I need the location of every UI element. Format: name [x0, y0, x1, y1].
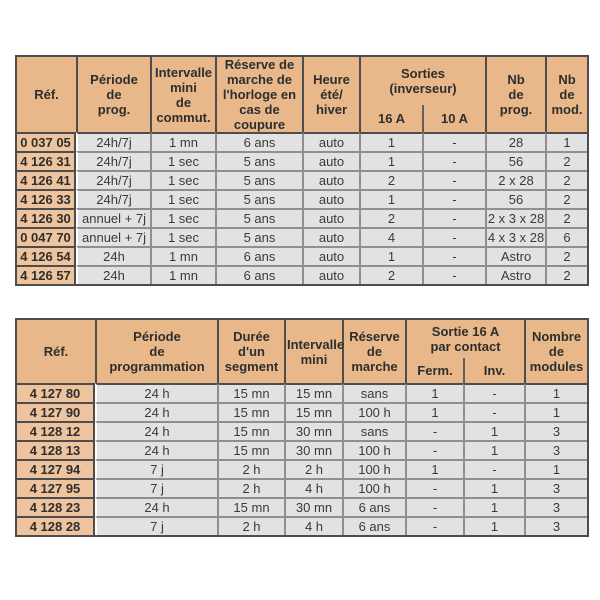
- table-2-body: [17, 383, 587, 535]
- data-cell: -: [405, 440, 463, 459]
- data-cell: 28: [485, 132, 545, 151]
- data-cell: 1: [359, 246, 422, 265]
- data-cell: auto: [302, 151, 359, 170]
- data-cell: 1: [463, 516, 524, 535]
- data-cell: -: [405, 478, 463, 497]
- data-cell: 24 h: [95, 497, 217, 516]
- ref-cell: 4 126 30: [17, 208, 76, 227]
- header-row-1: [17, 320, 587, 358]
- data-cell: 15 mn: [217, 421, 284, 440]
- data-cell: 6 ans: [215, 132, 302, 151]
- data-cell: 24h/7j: [76, 189, 150, 208]
- data-cell: -: [422, 189, 485, 208]
- data-cell: 2: [545, 208, 587, 227]
- data-cell: 24 h: [95, 383, 217, 402]
- data-cell: 2: [359, 208, 422, 227]
- data-cell: -: [422, 265, 485, 284]
- data-cell: 7 j: [95, 516, 217, 535]
- data-cell: -: [405, 421, 463, 440]
- data-cell: 2: [545, 265, 587, 284]
- data-cell: 2 h: [284, 459, 342, 478]
- data-cell: 6 ans: [215, 246, 302, 265]
- header-sortie-16a-group: Sortie 16 A par contact: [405, 320, 524, 358]
- header-nb-prog: Nb de prog.: [485, 57, 545, 132]
- data-cell: 3: [524, 516, 587, 535]
- table-row: [17, 402, 587, 421]
- data-cell: 4 h: [284, 516, 342, 535]
- header-reserve-marche: Réserve de marche de l'horloge en cas de coupure: [215, 57, 302, 132]
- header-duree-segment: Durée d'un segment: [217, 320, 284, 383]
- data-cell: 24h/7j: [76, 132, 150, 151]
- ref-cell: 4 127 90: [17, 402, 95, 421]
- table-row: [17, 440, 587, 459]
- data-cell: 24h: [76, 246, 150, 265]
- data-cell: 1: [524, 459, 587, 478]
- data-cell: 1: [359, 189, 422, 208]
- data-cell: 2: [359, 265, 422, 284]
- ref-cell: 4 127 95: [17, 478, 95, 497]
- table-row: [17, 246, 587, 265]
- data-cell: 4 h: [284, 478, 342, 497]
- data-cell: 100 h: [342, 402, 405, 421]
- data-cell: 24h: [76, 265, 150, 284]
- data-cell: sans: [342, 383, 405, 402]
- data-cell: 1: [405, 459, 463, 478]
- ref-cell: 0 037 05: [17, 132, 76, 151]
- table-row: [17, 459, 587, 478]
- data-cell: 2 x 3 x 28: [485, 208, 545, 227]
- data-cell: 24 h: [95, 421, 217, 440]
- data-cell: 1: [545, 132, 587, 151]
- data-cell: 56: [485, 189, 545, 208]
- data-cell: 1: [463, 421, 524, 440]
- data-cell: auto: [302, 246, 359, 265]
- ref-cell: 0 047 70: [17, 227, 76, 246]
- ref-cell: 4 126 57: [17, 265, 76, 284]
- data-cell: 3: [524, 478, 587, 497]
- data-cell: 1: [405, 383, 463, 402]
- data-cell: 5 ans: [215, 151, 302, 170]
- header-intervalle-mini: Intervalle mini: [284, 320, 342, 383]
- data-cell: 7 j: [95, 459, 217, 478]
- ref-cell: 4 128 28: [17, 516, 95, 535]
- data-cell: -: [422, 227, 485, 246]
- header-inv: Inv.: [463, 358, 524, 383]
- data-cell: 1 mn: [150, 265, 215, 284]
- data-cell: auto: [302, 132, 359, 151]
- header-row-1: [17, 57, 587, 105]
- header-ref: Réf.: [17, 320, 95, 383]
- data-cell: 24 h: [95, 440, 217, 459]
- ref-cell: 4 126 33: [17, 189, 76, 208]
- header-ref: Réf.: [17, 57, 76, 132]
- ref-cell: 4 128 13: [17, 440, 95, 459]
- ref-cell: 4 126 54: [17, 246, 76, 265]
- ref-cell: 4 128 23: [17, 497, 95, 516]
- data-cell: 1: [524, 383, 587, 402]
- ref-cell: 4 128 12: [17, 421, 95, 440]
- header-heure-ete-hiver: Heure été/ hiver: [302, 57, 359, 132]
- data-cell: auto: [302, 170, 359, 189]
- data-cell: 30 mn: [284, 497, 342, 516]
- data-cell: 6: [545, 227, 587, 246]
- data-cell: 5 ans: [215, 208, 302, 227]
- header-periode-prog: Période de prog.: [76, 57, 150, 132]
- header-nb-mod: Nb de mod.: [545, 57, 587, 132]
- data-cell: -: [422, 208, 485, 227]
- data-cell: 1 mn: [150, 132, 215, 151]
- data-cell: 15 mn: [217, 497, 284, 516]
- data-cell: 5 ans: [215, 189, 302, 208]
- table-1-body: [17, 132, 587, 284]
- data-cell: auto: [302, 227, 359, 246]
- data-cell: -: [422, 246, 485, 265]
- ref-cell: 4 126 41: [17, 170, 76, 189]
- data-cell: 100 h: [342, 459, 405, 478]
- header-16a: 16 A: [359, 105, 422, 132]
- data-cell: 3: [524, 497, 587, 516]
- data-cell: 4: [359, 227, 422, 246]
- data-cell: 2: [545, 151, 587, 170]
- data-cell: -: [463, 383, 524, 402]
- header-10a: 10 A: [422, 105, 485, 132]
- data-cell: 1: [463, 440, 524, 459]
- data-cell: -: [422, 170, 485, 189]
- data-cell: 15 mn: [217, 383, 284, 402]
- header-reserve-marche: Réserve de marche: [342, 320, 405, 383]
- data-cell: 15 mn: [284, 383, 342, 402]
- data-cell: 56: [485, 151, 545, 170]
- header-intervalle-commut: Intervalle mini de commut.: [150, 57, 215, 132]
- data-cell: Astro: [485, 265, 545, 284]
- data-cell: -: [405, 516, 463, 535]
- data-cell: 24h/7j: [76, 170, 150, 189]
- data-cell: 30 mn: [284, 440, 342, 459]
- data-cell: auto: [302, 208, 359, 227]
- data-cell: 1 sec: [150, 208, 215, 227]
- data-cell: 1: [359, 132, 422, 151]
- data-cell: 5 ans: [215, 170, 302, 189]
- data-cell: 1 sec: [150, 227, 215, 246]
- data-cell: 3: [524, 440, 587, 459]
- data-cell: 2 h: [217, 459, 284, 478]
- data-cell: 100 h: [342, 478, 405, 497]
- data-cell: 2: [359, 170, 422, 189]
- data-cell: sans: [342, 421, 405, 440]
- data-cell: 6 ans: [215, 265, 302, 284]
- ref-cell: 4 127 80: [17, 383, 95, 402]
- data-cell: 15 mn: [217, 440, 284, 459]
- table-row: [17, 421, 587, 440]
- data-cell: 4 x 3 x 28: [485, 227, 545, 246]
- data-cell: 1: [524, 402, 587, 421]
- table-row: [17, 478, 587, 497]
- table-row: [17, 170, 587, 189]
- table-row: [17, 132, 587, 151]
- header-periode-programmation: Période de programmation: [95, 320, 217, 383]
- table-row: [17, 151, 587, 170]
- data-cell: 2 h: [217, 516, 284, 535]
- data-cell: 1: [463, 497, 524, 516]
- data-cell: 100 h: [342, 440, 405, 459]
- data-cell: 15 mn: [217, 402, 284, 421]
- table-row: [17, 497, 587, 516]
- data-cell: 6 ans: [342, 516, 405, 535]
- ref-cell: 4 127 94: [17, 459, 95, 478]
- data-cell: 1 mn: [150, 246, 215, 265]
- data-cell: annuel + 7j: [76, 208, 150, 227]
- data-cell: 24h/7j: [76, 151, 150, 170]
- time-switch-spec-table-2: [15, 318, 589, 537]
- data-cell: 1: [405, 402, 463, 421]
- header-sorties-inverseur-group: Sorties (inverseur): [359, 57, 485, 105]
- table-row: [17, 208, 587, 227]
- data-cell: 1 sec: [150, 151, 215, 170]
- header-ferm: Ferm.: [405, 358, 463, 383]
- data-cell: -: [463, 459, 524, 478]
- data-cell: annuel + 7j: [76, 227, 150, 246]
- data-cell: 2 h: [217, 478, 284, 497]
- data-cell: 24 h: [95, 402, 217, 421]
- ref-cell: 4 126 31: [17, 151, 76, 170]
- data-cell: 5 ans: [215, 227, 302, 246]
- table-row: [17, 516, 587, 535]
- data-cell: 2 x 28: [485, 170, 545, 189]
- data-cell: 7 j: [95, 478, 217, 497]
- data-cell: -: [405, 497, 463, 516]
- data-cell: 2: [545, 170, 587, 189]
- table-row: [17, 189, 587, 208]
- data-cell: 2: [545, 189, 587, 208]
- data-cell: -: [422, 151, 485, 170]
- data-cell: 1: [463, 478, 524, 497]
- data-cell: 6 ans: [342, 497, 405, 516]
- header-nombre-modules: Nombre de modules: [524, 320, 587, 383]
- data-cell: auto: [302, 189, 359, 208]
- data-cell: auto: [302, 265, 359, 284]
- data-cell: 2: [545, 246, 587, 265]
- data-cell: 1 sec: [150, 189, 215, 208]
- data-cell: -: [463, 402, 524, 421]
- data-cell: 30 mn: [284, 421, 342, 440]
- data-cell: 1: [359, 151, 422, 170]
- data-cell: Astro: [485, 246, 545, 265]
- time-switch-spec-table-1: [15, 55, 589, 286]
- data-cell: -: [422, 132, 485, 151]
- table-row: [17, 227, 587, 246]
- data-cell: 3: [524, 421, 587, 440]
- data-cell: 1 sec: [150, 170, 215, 189]
- table-row: [17, 265, 587, 284]
- data-cell: 15 mn: [284, 402, 342, 421]
- table-row: [17, 383, 587, 402]
